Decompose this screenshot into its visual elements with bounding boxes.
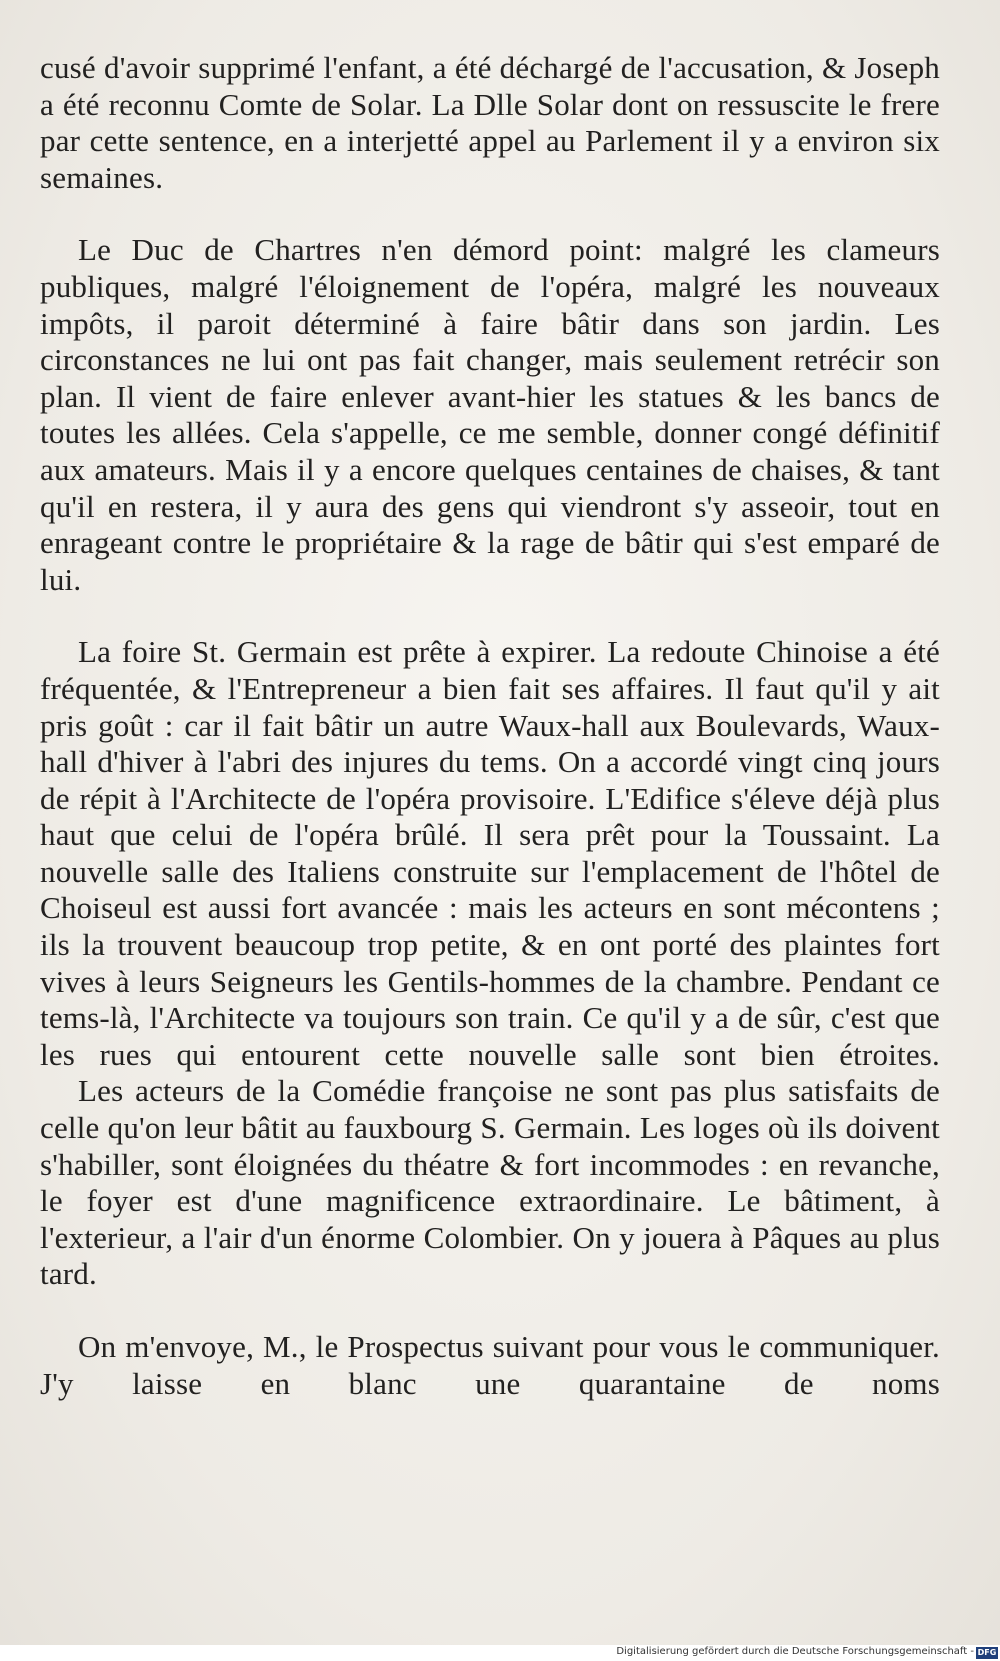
paragraph-solar-case: cusé d'avoir supprimé l'enfant, a été déchargé de l'accusation, & Joseph a été reconnu Comte de Solar. La Dlle Solar dont on ressuscite le frere par cette sentence, en a interjetté appel au Parlement il y a environ six semaines. <box>40 50 940 195</box>
digitization-footer <box>0 1645 1000 1661</box>
paragraph-comedie-francoise: Les acteurs de la Comédie françoise ne sont pas plus satisfaits de celle qu'on leur bâtit au fauxbourg S. Germain. Les loges où ils doivent s'habiller, sont éloignées du théatre & fort incommodes : en revanche, le foyer est d'une magnificence extraordinaire. Le bâtiment, à l'exterieur, a l'air d'un énorme Colombier. On y jouera à Pâques au plus tard. <box>40 1073 940 1292</box>
page-text <box>40 50 940 1402</box>
paragraph-prospectus: On m'envoye, M., le Prospectus suivant pour vous le communiquer. J'y laisse en blanc une quarantaine de noms <box>40 1329 940 1401</box>
dfg-logo: DFG <box>977 1648 997 1657</box>
paragraph-foire-st-germain: La foire St. Germain est prête à expirer. La redoute Chinoise a été fréquentée, & l'Entrepreneur a bien fait ses affaires. Il faut qu'il y ait pris goût : car il fait bâtir un autre Waux-hall aux Boulevards, Waux-hall d'hiver à l'abri des injures du tems. On a accordé vingt cinq jours de répit à l'Architecte de l'opéra provisoire. L'Edifice s'éleve déjà plus haut que celui de l'opéra brûlé. Il sera prêt pour la Toussaint. La nouvelle salle des Italiens construite sur l'emplacement de l'hôtel de Choiseul est aussi fort avancée : mais les acteurs en sont mécontens ; ils la trouvent beaucoup trop petite, & en ont porté des plaintes fort vives à leurs Seigneurs les Gentils-hommes de la chambre. Pendant ce tems-là, l'Architecte va toujours son train. Ce qu'il y a de sûr, c'est que les rues qui entourent cette nouvelle salle sont bien étroites. <box>40 634 940 1072</box>
footer-credit: Digitalisierung gefördert durch die Deutsche Forschungsgemeinschaft - <box>616 1646 974 1657</box>
paragraph-duc-de-chartres: Le Duc de Chartres n'en démord point: malgré les clameurs publiques, malgré l'éloignement de l'opéra, malgré les nouveaux impôts, il paroit déterminé à faire bâtir dans son jardin. Les circonstances ne lui ont pas fait changer, mais seulement retrécir son plan. Il vient de faire enlever avant-hier les statues & les bancs de toutes les allées. Cela s'appelle, ce me semble, donner congé définitif aux amateurs. Mais il y a encore quelques centaines de chaises, & tant qu'il en restera, il y aura des gens qui viendront s'y asseoir, tout en enrageant contre le propriétaire & la rage de bâtir qui s'est emparé de lui. <box>40 232 940 597</box>
